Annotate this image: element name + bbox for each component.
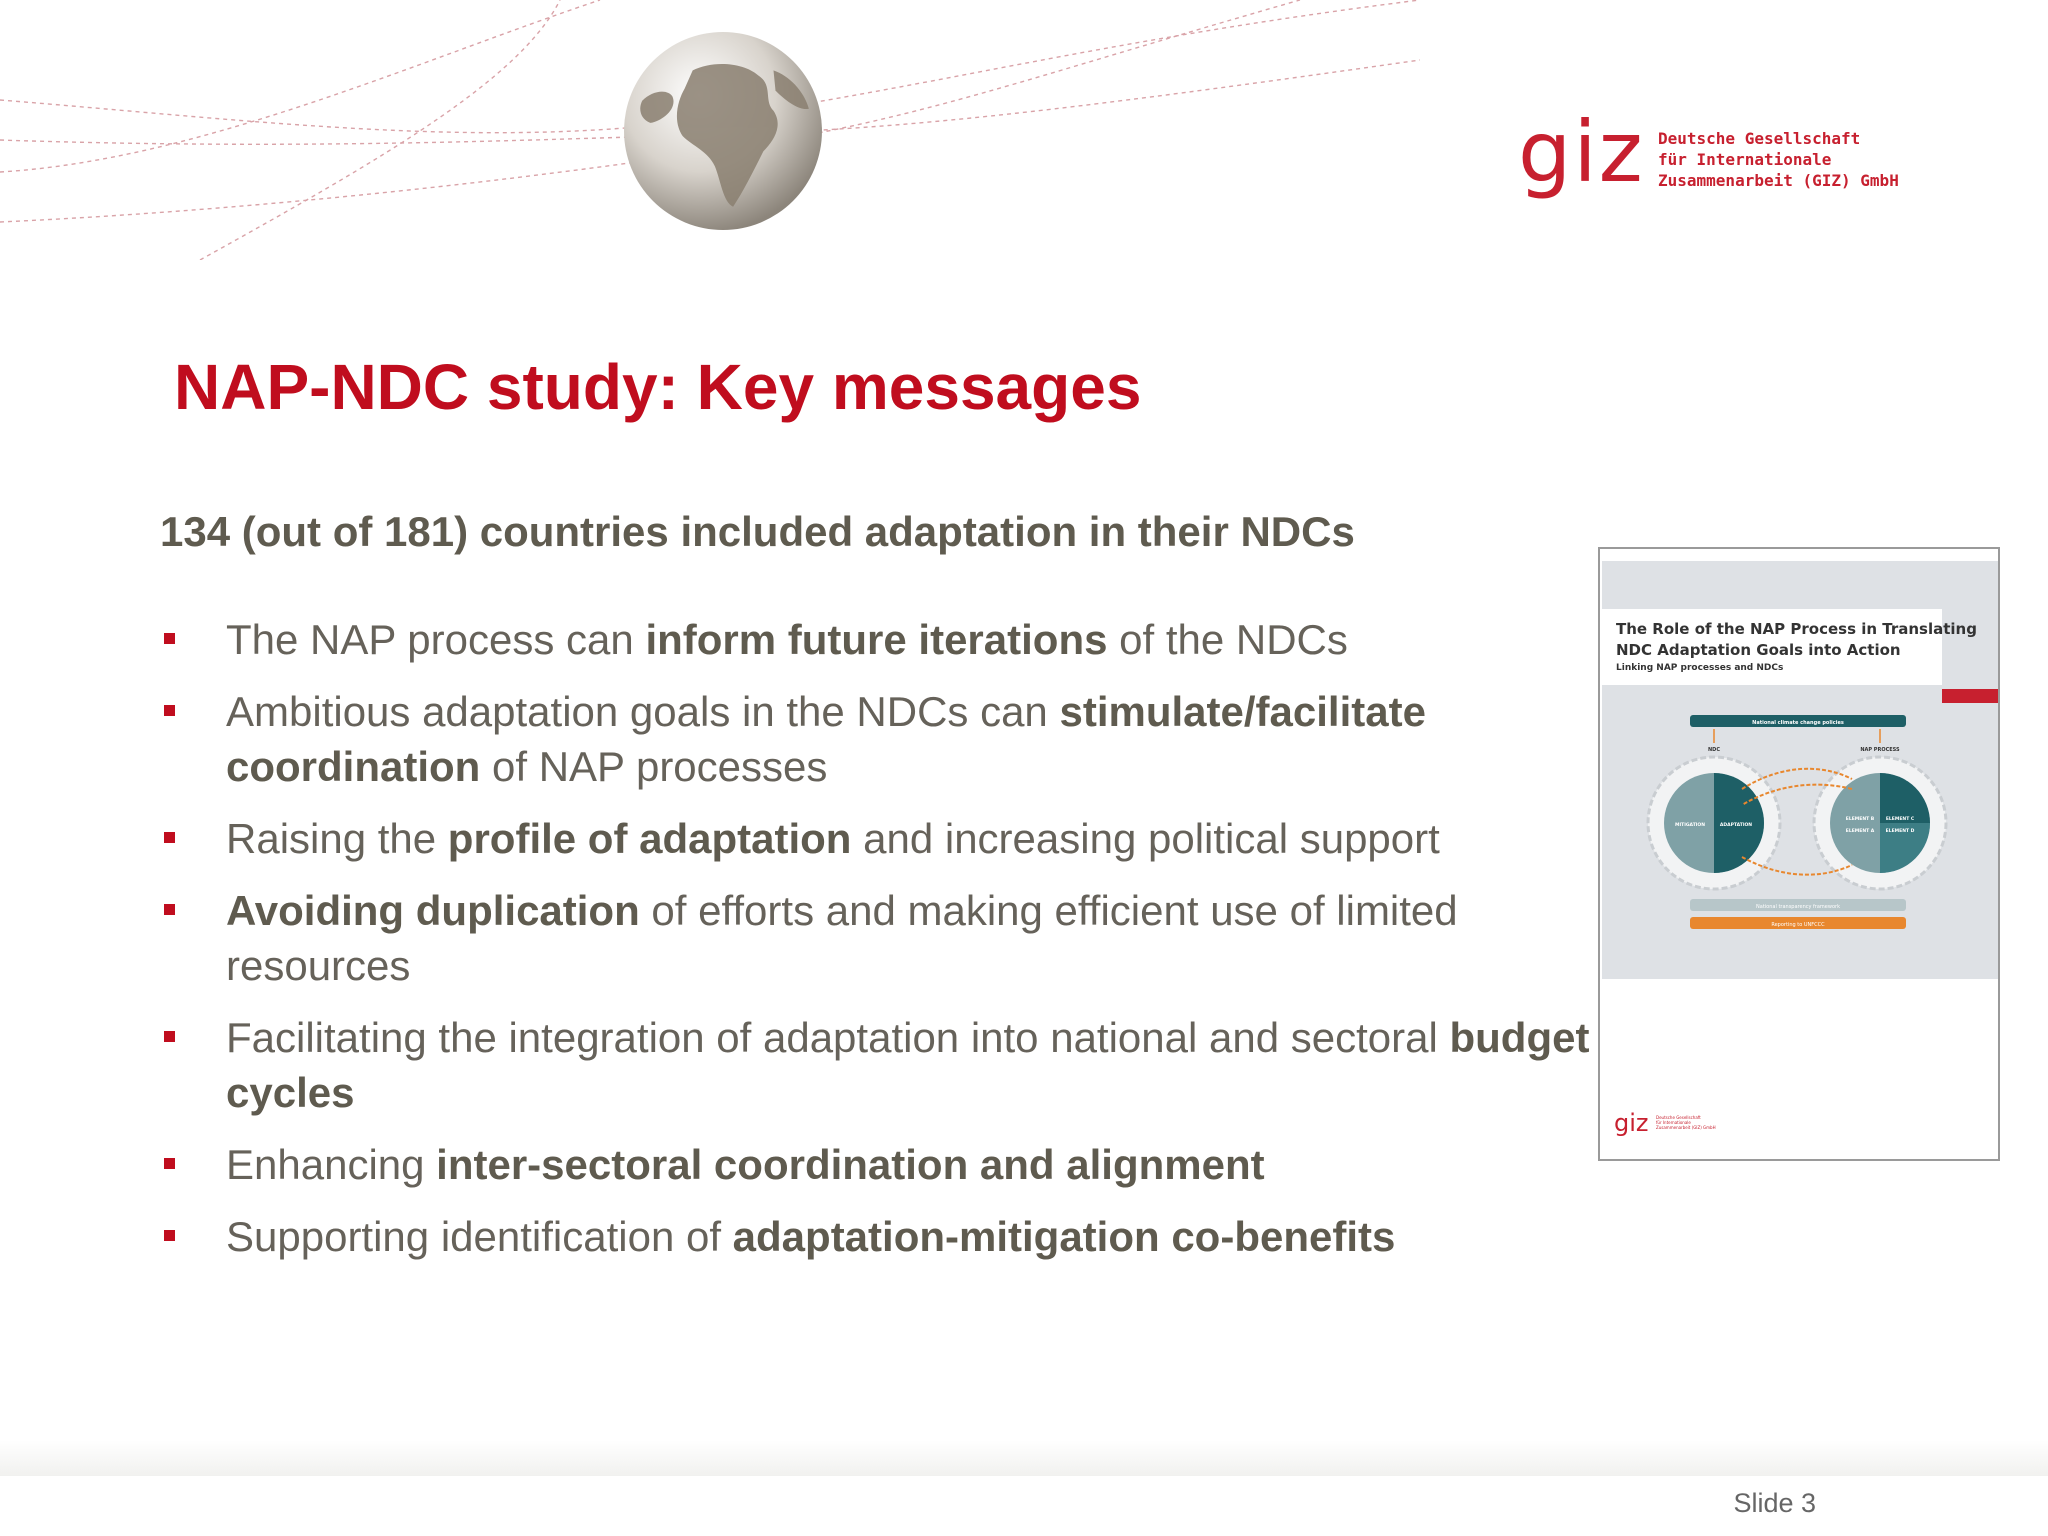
key-message-emphasis: stimulate/facilitate coordination	[226, 688, 1426, 790]
diagram-right-segment: ELEMENT D	[1885, 829, 1915, 834]
key-message-item	[160, 1010, 1590, 1120]
report-cover-thumbnail	[1598, 547, 2000, 1161]
slide-number: Slide 3	[1733, 1488, 1816, 1518]
diagram-right-segment: ELEMENT B	[1845, 817, 1875, 822]
bullet-marker-icon	[164, 705, 175, 716]
bullet-marker-icon	[164, 832, 175, 843]
key-message-emphasis: inter-sectoral coordination and alignment	[436, 1141, 1265, 1188]
key-message-emphasis: inform future iterations	[645, 616, 1108, 663]
giz-logo-line: Deutsche Gesellschaft	[1658, 129, 1861, 148]
lead-statement: 134 (out of 181) countries included adaptation in their NDCs	[160, 508, 1355, 555]
key-message-text: Enhancing	[226, 1141, 437, 1188]
report-cover-title	[1616, 619, 1977, 661]
slide-title: NAP-NDC study: Key messages	[174, 351, 1142, 423]
key-messages-list	[160, 612, 1590, 1281]
key-message-item	[160, 612, 1590, 667]
key-message-emphasis: adaptation-mitigation co-benefits	[732, 1213, 1396, 1260]
key-message-text: Raising the	[226, 815, 448, 862]
key-message-item	[160, 811, 1590, 866]
report-cover-title-line: The Role of the NAP Process in Translating	[1616, 620, 1977, 638]
giz-logo-mark: giz	[1518, 103, 1645, 201]
key-message-text: of NAP processes	[480, 743, 828, 790]
globe-icon	[622, 30, 824, 232]
diagram-right-segment: ELEMENT C	[1885, 817, 1915, 822]
key-message-item	[160, 883, 1590, 993]
key-message-text: Ambitious adaptation goals in the NDCs can	[226, 688, 1060, 735]
key-message-emphasis: Avoiding duplication	[226, 887, 640, 934]
diagram-top-bar-label: National climate change policies	[1752, 720, 1844, 726]
bullet-marker-icon	[164, 1230, 175, 1241]
report-cover-subtitle: Linking NAP processes and NDCs	[1616, 663, 1784, 673]
report-cover-logo-text	[1656, 1115, 1716, 1130]
diagram-right-segment: ELEMENT A	[1845, 829, 1875, 834]
diagram-bottom-bar-label: National transparency framework	[1756, 904, 1840, 910]
key-message-text: of efforts and making efficient use of limited resources	[226, 887, 1458, 989]
diagram-left-segment: ADAPTATION	[1719, 823, 1753, 828]
key-message-item	[160, 1137, 1590, 1192]
report-cover-logo-line: Deutsche Gesellschaft	[1656, 1115, 1701, 1120]
giz-logo-line: Zusammenarbeit (GIZ) GmbH	[1658, 171, 1899, 190]
key-message-emphasis: budget cycles	[226, 1014, 1590, 1116]
key-message-emphasis: profile of adaptation	[447, 815, 852, 862]
report-cover-titlebox	[1602, 609, 1977, 685]
giz-logo-line: für Internationale	[1658, 150, 1832, 169]
report-cover-logo-line: für Internationale	[1656, 1120, 1691, 1125]
report-cover-accent-bar	[1942, 689, 1998, 703]
giz-logo	[1518, 103, 1918, 218]
footer-shade	[0, 1440, 2048, 1476]
key-message-text: and increasing political support	[851, 815, 1440, 862]
bullet-marker-icon	[164, 904, 175, 915]
bullet-marker-icon	[164, 1158, 175, 1169]
bullet-marker-icon	[164, 1031, 175, 1042]
key-message-item	[160, 1209, 1590, 1264]
report-cover-logo-line: Zusammenarbeit (GIZ) GmbH	[1656, 1125, 1716, 1130]
diagram-left-segment: MITIGATION	[1674, 823, 1706, 828]
report-cover-logo-mark: giz	[1614, 1109, 1649, 1137]
key-message-text: Supporting identification of	[226, 1213, 733, 1260]
key-message-text: of the NDCs	[1107, 616, 1348, 663]
diagram-left-label: NDC	[1707, 747, 1721, 753]
key-message-text: The NAP process can	[226, 616, 646, 663]
diagram-right-label: NAP PROCESS	[1860, 747, 1900, 753]
key-message-text: Facilitating the integration of adaptation into national and sectoral	[226, 1014, 1450, 1061]
giz-logo-text	[1658, 128, 1899, 191]
report-cover-diagram	[1602, 709, 1998, 979]
diagram-reporting-bar-label: Reporting to UNFCCC	[1771, 922, 1825, 928]
key-message-item	[160, 684, 1590, 794]
report-cover-title-line: NDC Adaptation Goals into Action	[1616, 641, 1901, 659]
bullet-marker-icon	[164, 633, 175, 644]
